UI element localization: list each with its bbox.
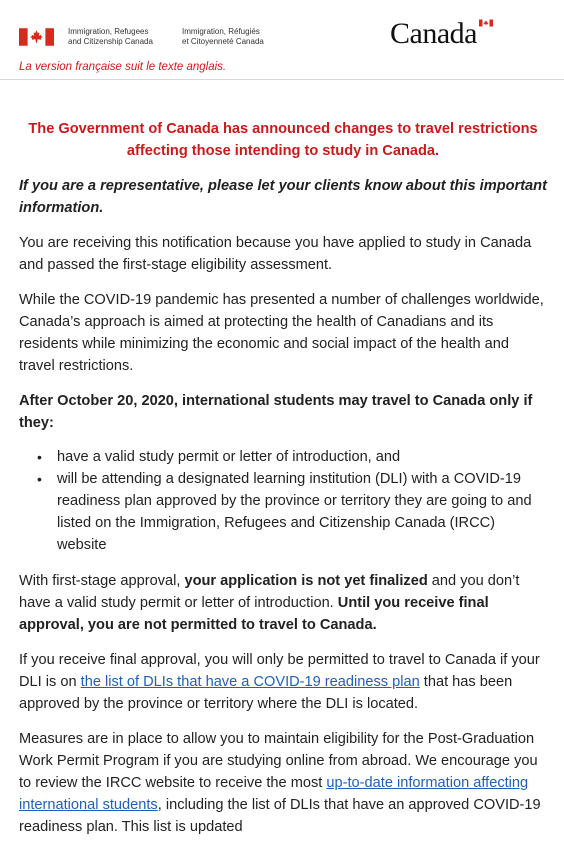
canada-flag-icon bbox=[19, 28, 54, 46]
travel-conditions-list bbox=[19, 446, 547, 556]
announcement-heading: The Government of Canada has announced changes to travel restrictions affecting those intending to study in Canada. bbox=[28, 121, 538, 159]
list-item: • will be attending a designated learning institution (DLI) with a COVID-19 readiness plan approved by the province or territory they are going to and listed on the Immigration, Refugees and Citizenship Canada (IRCC) website bbox=[37, 468, 547, 556]
dli-readiness-list-link[interactable]: the list of DLIs that have a COVID-19 readiness plan bbox=[80, 674, 420, 690]
travel-conditions-heading: After October 20, 2020, international students may travel to Canada only if they: bbox=[19, 393, 533, 431]
pgwp-measures-paragraph: Measures are in place to allow you to maintain eligibility for the Post-Graduation Work Permit Program if you are studying online from abroad. We encourage you to review the IRCC website to receive the most up-to-date information affecting international students, including the list of DLIs that have an approved COVID-19 readiness plan. This list is updated bbox=[19, 731, 541, 835]
international-students-info-link[interactable]: up-to-date information affecting international students bbox=[19, 775, 529, 813]
department-name-french: Immigration, Réfugiés et Citoyenneté Canada bbox=[182, 27, 264, 46]
representative-note: If you are a representative, please let your clients know about this important information. bbox=[19, 178, 547, 216]
email-body bbox=[19, 118, 547, 851]
notification-reason-paragraph: You are receiving this notification because you have applied to study in Canada and passed the first-stage eligibility assessment. bbox=[19, 235, 532, 273]
wordmark-flag-icon bbox=[479, 19, 493, 27]
covid-approach-paragraph: While the COVID-19 pandemic has presented a number of challenges worldwide, Canada’s approach is aimed at protecting the health of Canadians and its residents while minimizing the economic and social impact of the health and travel restrictions. bbox=[19, 292, 544, 374]
final-approval-paragraph: If you receive final approval, you will only be permitted to travel to Canada if your DLI is on the list of DLIs that have a COVID-19 readiness plan that has been approved by the province or territory where the DLI is located. bbox=[19, 652, 540, 712]
department-name-english: Immigration, Refugees and Citizenship Canada bbox=[68, 27, 153, 46]
first-stage-approval-paragraph: With first-stage approval, your application is not yet finalized and you don’t have a valid study permit or letter of introduction. Until you receive final approval, you are not permitted to travel to Canada. bbox=[19, 573, 520, 633]
email-header bbox=[0, 0, 564, 80]
list-item: • have a valid study permit or letter of introduction, and bbox=[37, 446, 547, 468]
french-version-note: La version française suit le texte anglais. bbox=[19, 61, 227, 73]
canada-wordmark: Canada bbox=[390, 17, 477, 50]
